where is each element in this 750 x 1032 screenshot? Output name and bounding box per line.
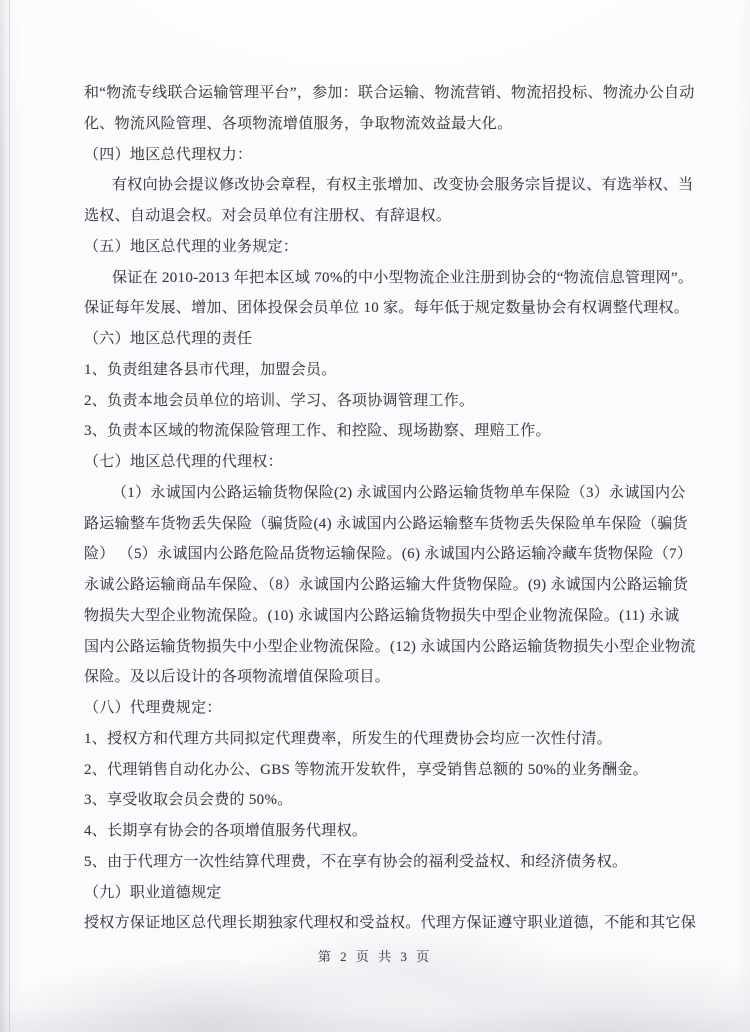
document-line: 授权方保证地区总代理长期独家代理权和受益权。代理方保证遵守职业道德，不能和其它保 bbox=[84, 915, 697, 932]
document-line: 1、负责组建各县市代理，加盟会员。 bbox=[84, 361, 337, 378]
document-line: 保证每年发展、增加、团体投保会员单位 10 家。每年低于规定数量协会有权调整代理权。 bbox=[84, 300, 690, 317]
document-line: 4、长期享有协会的各项增值服务代理权。 bbox=[84, 823, 368, 839]
document-line: 有权向协会提议修改协会章程，有权主张增加、改变协会服务宗旨提议、有选举权、当 bbox=[112, 177, 694, 194]
document-line: 和“物流专线联合运输管理平台”，参加：联合运输、物流营销、物流招投标、物流办公自动 bbox=[84, 85, 695, 101]
page-number: 第 2 页 共 3 页 bbox=[317, 949, 433, 964]
document-line: 物损失大型企业物流保险。(10) 永诚国内公路运输货物损失中型企业物流保险。(11) 永诚 bbox=[84, 607, 680, 624]
document-line: （1）永诚国内公路运输货物保险(2) 永诚国内公路运输货物单车保险（3）永诚国内公 bbox=[112, 484, 686, 501]
document-line: （八）代理费规定： bbox=[84, 700, 222, 716]
document-line: 选权、自动退会权。对会员单位有注册权、有辞退权。 bbox=[84, 208, 452, 224]
document-line: 路运输整车货物丢失保险（骗货险(4) 永诚国内公路运输整车货物丢失保险单车保险（骗货 bbox=[84, 515, 688, 532]
document-line: 险） （5）永诚国内公路危险品货物运输保险。(6) 永诚国内公路运输冷藏车货物保险（7） bbox=[84, 546, 693, 563]
document-line: 国内公路运输货物损失中小型企业物流保险。(12) 永诚国内公路运输货物损失小型企业物流 bbox=[84, 638, 696, 655]
document-line: 3、享受收取会员会费的 50%。 bbox=[84, 792, 293, 809]
document-body bbox=[84, 78, 700, 939]
document-line: 5、由于代理方一次性结算代理费，不在享有协会的福利受益权、和经济债务权。 bbox=[84, 853, 628, 870]
document-line: 保险。及以后设计的各项物流增值保险项目。 bbox=[84, 669, 391, 686]
document-line: 保证在 2010-2013 年把本区域 70%的中小型物流企业注册到协会的“物流信息管理网”。 bbox=[112, 269, 694, 286]
document-line: 永诚公路运输商品车保险、（8）永诚国内公路运输大件货物保险。(9) 永诚国内公路运输货 bbox=[84, 577, 689, 593]
document-line: （九）职业道德规定 bbox=[84, 884, 222, 901]
document-line: 3、负责本区域的物流保险管理工作、和控险、现场勘察、理赔工作。 bbox=[84, 423, 551, 440]
document-line: 2、代理销售自动化办公、GBS 等物流开发软件，享受销售总额的 50%的业务酬金。 bbox=[84, 761, 648, 778]
document-line: （六）地区总代理的责任 bbox=[84, 331, 253, 347]
document-line: 1、授权方和代理方共同拟定代理费率，所发生的代理费协会均应一次性付清。 bbox=[84, 730, 613, 747]
document-line: （五）地区总代理的业务规定： bbox=[84, 238, 299, 255]
document-line: （四）地区总代理权力： bbox=[84, 146, 253, 163]
document-line: 化、物流风险管理、各项物流增值服务，争取物流效益最大化。 bbox=[84, 115, 513, 132]
document-line: （七）地区总代理的代理权： bbox=[84, 454, 283, 470]
document-line: 2、负责本地会员单位的培训、学习、各项协调管理工作。 bbox=[84, 392, 475, 409]
